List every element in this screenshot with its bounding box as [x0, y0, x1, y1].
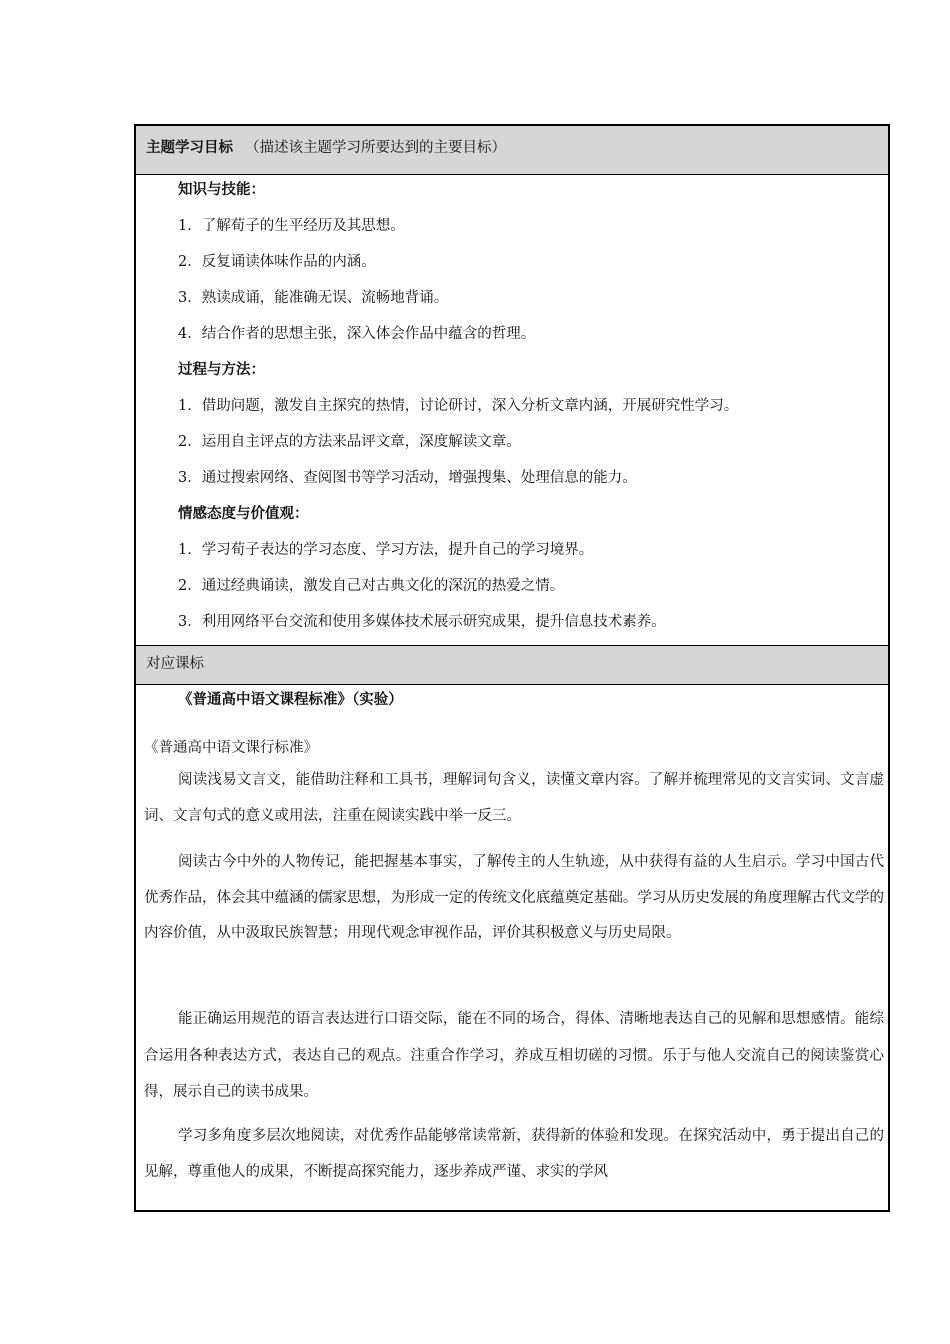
goal-item: 3．利用网络平台交流和使用多媒体技术展示研究成果，提升信息技术素养。	[178, 614, 666, 630]
goal-item: 2．反复诵读体味作品的内涵。	[178, 254, 376, 270]
section-heading-attitude: 情感态度与价值观：	[178, 505, 309, 522]
goal-item: 3．熟读成诵，能准确无误、流畅地背诵。	[178, 290, 449, 306]
goals-header-note: （描述该主题学习所要达到的主要目标）	[245, 140, 506, 156]
section-heading-process: 过程与方法：	[178, 361, 265, 378]
goal-item: 4．结合作者的思想主张，深入体会作品中蕴含的哲理。	[178, 326, 536, 342]
standards-header-title: 对应课标	[146, 656, 204, 672]
goals-header-title: 主题学习目标	[146, 139, 233, 156]
goals-header-text	[146, 136, 506, 157]
standards-subtitle: 《普通高中语文课行标准》	[144, 740, 318, 756]
standards-paragraph: 学习多角度多层次地阅读，对优秀作品能够常读常新，获得新的体验和发现。在探究活动中，勇于提出自己的见解，尊重他人的成果，不断提高探究能力，逐步养成严谨、求实的学风	[144, 1128, 884, 1180]
goal-item: 1．学习荀子表达的学习态度、学习方法，提升自己的学习境界。	[178, 542, 594, 558]
goal-item: 1．了解荀子的生平经历及其思想。	[178, 218, 405, 234]
standards-paragraph: 阅读古今中外的人物传记，能把握基本事实，了解传主的人生轨迹，从中获得有益的人生启示。学习中国古代优秀作品，体会其中蕴涵的儒家思想，为形成一定的传统文化底蕴奠定基础。学习从历史发展的角度理解古代文学的内容价值，从中汲取民族智慧；用现代观念审视作品，评价其积极意义与历史局限。	[144, 854, 884, 941]
section-heading-knowledge: 知识与技能：	[178, 181, 265, 198]
standards-bold-title: 《普通高中语文课程标准》（实验）	[178, 691, 403, 708]
lesson-plan-table	[134, 124, 890, 1212]
goals-header-row	[136, 126, 888, 175]
goal-item: 2．通过经典诵读，激发自己对古典文化的深沉的热爱之情。	[178, 578, 565, 594]
standards-header-row	[136, 645, 888, 685]
goal-item: 2．运用自主评点的方法来品评文章，深度解读文章。	[178, 434, 521, 450]
goal-item: 3．通过搜索网络、查阅图书等学习活动，增强搜集、处理信息的能力。	[178, 470, 637, 486]
goal-item: 1．借助问题，激发自主探究的热情，讨论研讨，深入分析文章内涵，开展研究性学习。	[178, 398, 739, 414]
standards-paragraph: 能正确运用规范的语言表达进行口语交际，能在不同的场合，得体、清晰地表达自己的见解和思想感情。能综合运用各种表达方式，表达自己的观点。注重合作学习，养成互相切磋的习惯。乐于与他人交流自己的阅读鉴赏心得，展示自己的读书成果。	[144, 1011, 884, 1100]
standards-paragraph: 阅读浅易文言文，能借助注释和工具书，理解词句含义，读懂文章内容。了解并梳理常见的文言实词、文言虚词、文言句式的意义或用法，注重在阅读实践中举一反三。	[144, 772, 884, 824]
